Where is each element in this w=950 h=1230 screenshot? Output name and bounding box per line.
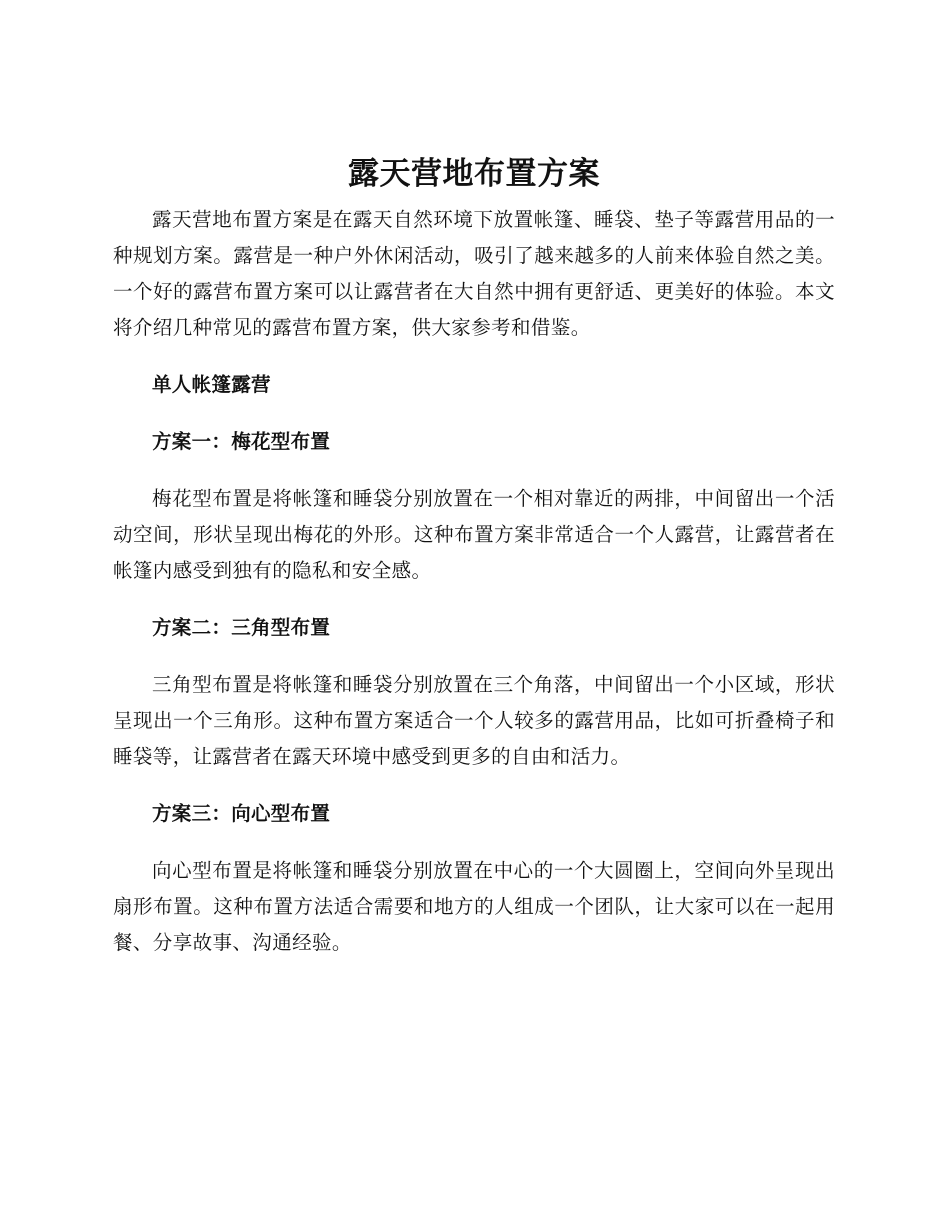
intro-paragraph: 露天营地布置方案是在露天自然环境下放置帐篷、睡袋、垫子等露营用品的一种规划方案。露营是一种户外休闲活动，吸引了越来越多的人前来体验自然之美。一个好的露营布置方案可以让露营者在大自然中拥有更舒适、更美好的体验。本文将介绍几种常见的露营布置方案，供大家参考和借鉴。 (113, 208, 835, 339)
section-heading-single-tent: 单人帐篷露营 (152, 373, 271, 396)
plan-1-heading: 方案一：梅花型布置 (152, 430, 331, 453)
plan-2-heading: 方案二：三角型布置 (152, 616, 331, 639)
plan-3-heading: 方案三：向心型布置 (152, 802, 331, 825)
plan-1-paragraph: 梅花型布置是将帐篷和睡袋分别放置在一个相对靠近的两排，中间留出一个活动空间，形状呈现出梅花的外形。这种布置方案非常适合一个人露营，让露营者在帐篷内感受到独有的隐私和安全感。 (113, 487, 835, 582)
document-page (113, 148, 835, 961)
document-title: 露天营地布置方案 (348, 156, 600, 192)
plan-2-paragraph: 三角型布置是将帐篷和睡袋分别放置在三个角落，中间留出一个小区域，形状呈现出一个三角形。这种布置方案适合一个人较多的露营用品，比如可折叠椅子和睡袋等，让露营者在露天环境中感受到更多的自由和活力。 (113, 673, 835, 768)
plan-3-paragraph: 向心型布置是将帐篷和睡袋分别放置在中心的一个大圆圈上，空间向外呈现出扇形布置。这种布置方法适合需要和地方的人组成一个团队，让大家可以在一起用餐、分享故事、沟通经验。 (113, 859, 835, 954)
